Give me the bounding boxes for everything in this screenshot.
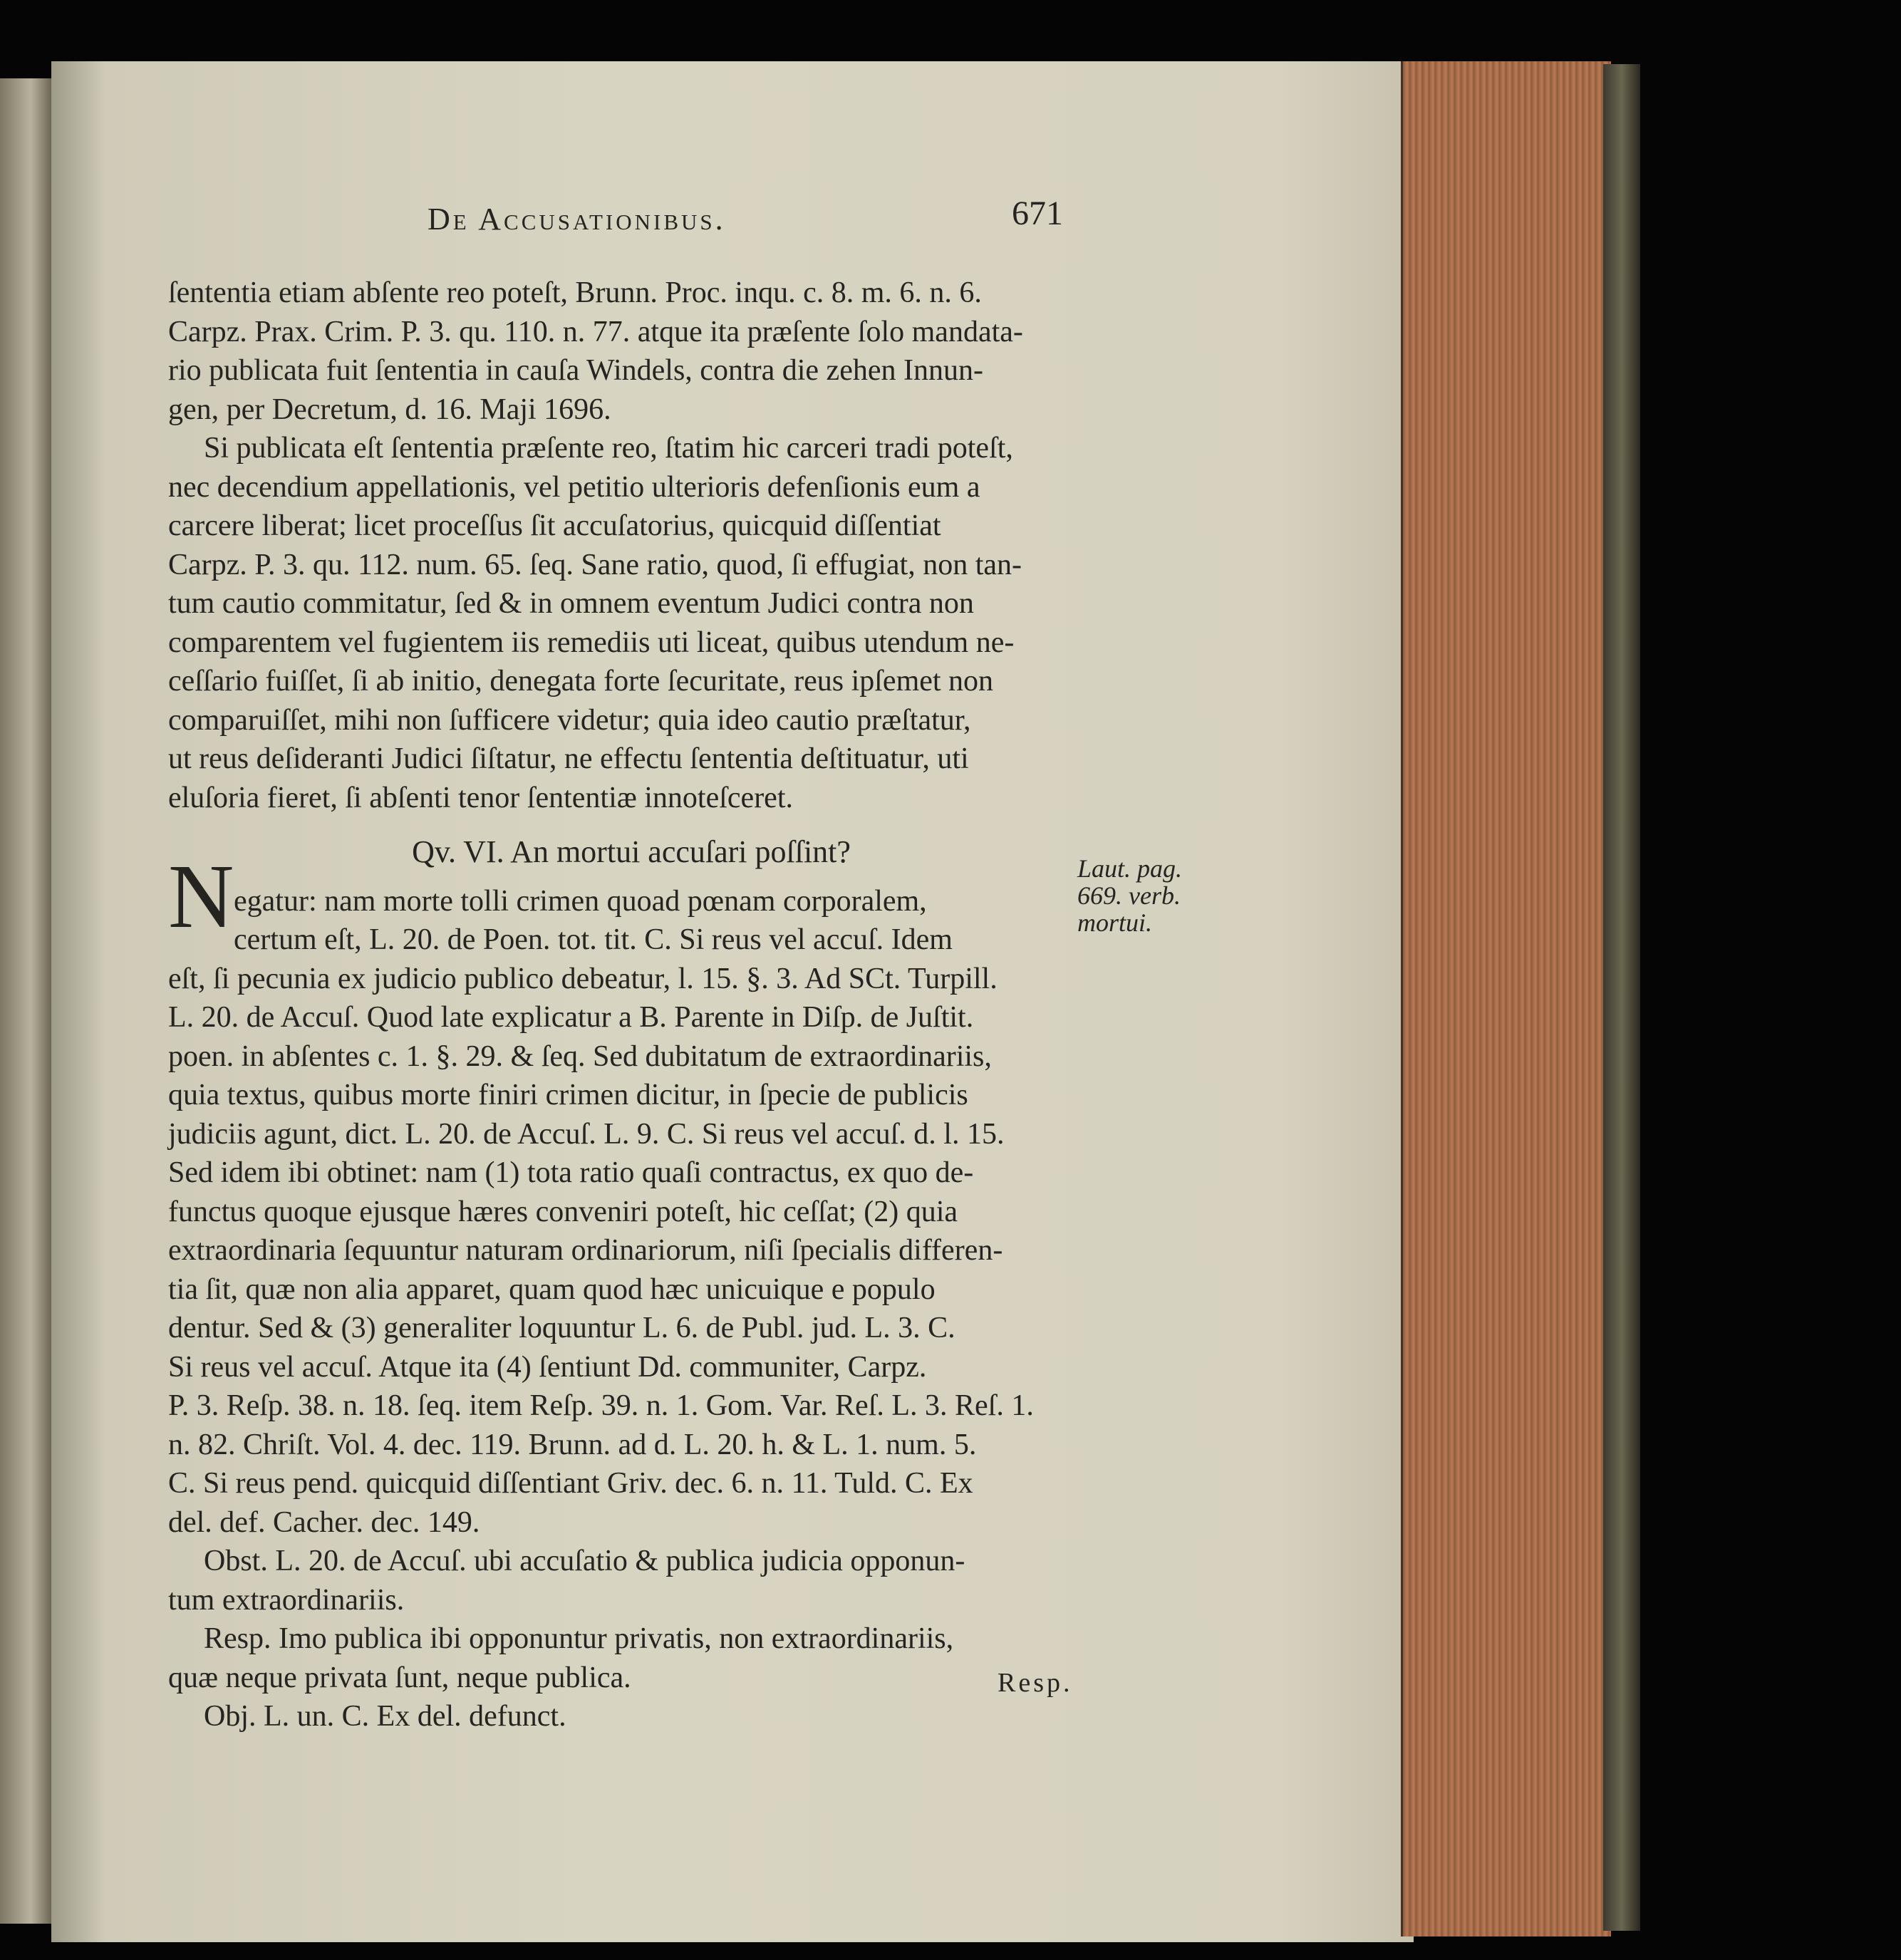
text-line: rio publicata fuit ſententia in cauſa Windels, contra die zehen Innun- bbox=[168, 354, 983, 387]
margin-note-line: 669. verb. bbox=[1077, 881, 1181, 910]
text-line: gen, per Decretum, d. 16. Maji 1696. bbox=[168, 393, 611, 426]
text-line: eſt, ſi pecunia ex judicio publico debeatur, l. 15. §. 3. Ad SCt. Turpill. bbox=[168, 962, 998, 995]
book-cover-edge bbox=[1603, 64, 1640, 1931]
text-line: extraordinaria ſequuntur naturam ordinariorum, niſi ſpecialis differen- bbox=[168, 1234, 1003, 1267]
text-line: L. 20. de Accuſ. Quod late explicatur a B. Parente in Diſp. de Juſtit. bbox=[168, 1001, 974, 1034]
text-line: tum cautio commitatur, ſed & in omnem eventum Judici contra non bbox=[168, 587, 974, 620]
text-line: Si publicata eſt ſententia præſente reo, ſtatim hic carceri tradi poteſt, bbox=[204, 432, 1013, 465]
margin-note-line: Laut. pag. bbox=[1077, 854, 1183, 883]
text-line: nec decendium appellationis, vel petitio ulterioris defenſionis eum a bbox=[168, 470, 980, 504]
running-head: De Accusationibus. bbox=[428, 202, 726, 237]
drop-cap: N bbox=[168, 846, 234, 947]
text-line: ſententia etiam abſente reo poteſt, Brunn. Proc. inqu. c. 8. m. 6. n. 6. bbox=[168, 276, 982, 309]
text-line: Carpz. P. 3. qu. 112. num. 65. ſeq. Sane ratio, quod, ſi effugiat, non tan- bbox=[168, 548, 1022, 581]
text-line: Resp. Imo publica ibi opponuntur privatis, non extraordinariis, bbox=[204, 1622, 954, 1655]
text-line: quæ neque privata ſunt, neque publica. bbox=[168, 1661, 631, 1694]
text-line: Carpz. Prax. Crim. P. 3. qu. 110. n. 77. atque ita præſente ſolo mandata- bbox=[168, 315, 1023, 348]
page-block-edge bbox=[1401, 61, 1611, 1936]
text-line: carcere liberat; licet proceſſus ſit accuſatorius, quicquid diſſentiat bbox=[168, 509, 941, 542]
text-line: Sed idem ibi obtinet: nam (1) tota ratio quaſi contractus, ex quo de- bbox=[168, 1156, 974, 1189]
margin-note-line: mortui. bbox=[1077, 908, 1153, 937]
text-line: comparentem vel fugientem iis remediis uti liceat, quibus utendum ne- bbox=[168, 626, 1015, 659]
text-line: eluſoria fieret, ſi abſenti tenor ſententiæ innoteſceret. bbox=[168, 781, 793, 814]
text-line: judiciis agunt, dict. L. 20. de Accuſ. L. 9. C. Si reus vel accuſ. d. l. 15. bbox=[168, 1117, 1005, 1151]
text-line: ut reus deſideranti Judici ſiſtatur, ne effectu ſententia deſtituatur, uti bbox=[168, 742, 969, 775]
margin-note bbox=[1077, 855, 1182, 936]
facing-page-edge bbox=[0, 78, 51, 1924]
text-line: comparuiſſet, mihi non ſufficere videtur; quia ideo cautio præſtatur, bbox=[168, 703, 971, 737]
text-line: certum eſt, L. 20. de Poen. tot. tit. C. Si reus vel accuſ. Idem bbox=[234, 923, 953, 956]
text-line: n. 82. Chriſt. Vol. 4. dec. 119. Brunn. ad d. L. 20. h. & L. 1. num. 5. bbox=[168, 1428, 977, 1461]
text-line: quia textus, quibus morte finiri crimen dicitur, in ſpecie de publicis bbox=[168, 1079, 968, 1111]
text-line: tia ſit, quæ non alia apparet, quam quod hæc unicuique e populo bbox=[168, 1272, 936, 1306]
text-line: Obj. L. un. C. Ex del. defunct. bbox=[204, 1700, 566, 1733]
catchword: Resp. bbox=[998, 1668, 1073, 1698]
question-heading: Qv. VI. An mortui accuſari poſſint? bbox=[412, 834, 851, 869]
text-line: egatur: nam morte tolli crimen quoad pœnam corporalem, bbox=[234, 884, 927, 918]
text-line: P. 3. Reſp. 38. n. 18. ſeq. item Reſp. 39. n. 1. Gom. Var. Reſ. L. 3. Reſ. 1. bbox=[168, 1389, 1034, 1422]
page-number: 671 bbox=[1012, 195, 1063, 232]
text-line: dentur. Sed & (3) generaliter loquuntur L. 6. de Publ. jud. L. 3. C. bbox=[168, 1312, 955, 1344]
text-line: del. def. Cacher. dec. 149. bbox=[168, 1505, 480, 1539]
text-line: functus quoque ejusque hæres conveniri poteſt, hic ceſſat; (2) quia bbox=[168, 1195, 958, 1228]
text-line: Si reus vel accuſ. Atque ita (4) ſentiunt Dd. communiter, Carpz. bbox=[168, 1350, 927, 1384]
text-line: tum extraordinariis. bbox=[168, 1583, 405, 1617]
text-line: C. Si reus pend. quicquid diſſentiant Griv. dec. 6. n. 11. Tuld. C. Ex bbox=[168, 1467, 973, 1500]
text-line: ceſſario fuiſſet, ſi ab initio, denegata forte ſecuritate, reus ipſemet non bbox=[168, 665, 994, 698]
text-block bbox=[168, 274, 1094, 1736]
text-line: poen. in abſentes c. 1. §. 29. & ſeq. Sed dubitatum de extraordinariis, bbox=[168, 1039, 992, 1073]
text-line: Obst. L. 20. de Accuſ. ubi accuſatio & publica judicia opponun- bbox=[204, 1545, 965, 1577]
